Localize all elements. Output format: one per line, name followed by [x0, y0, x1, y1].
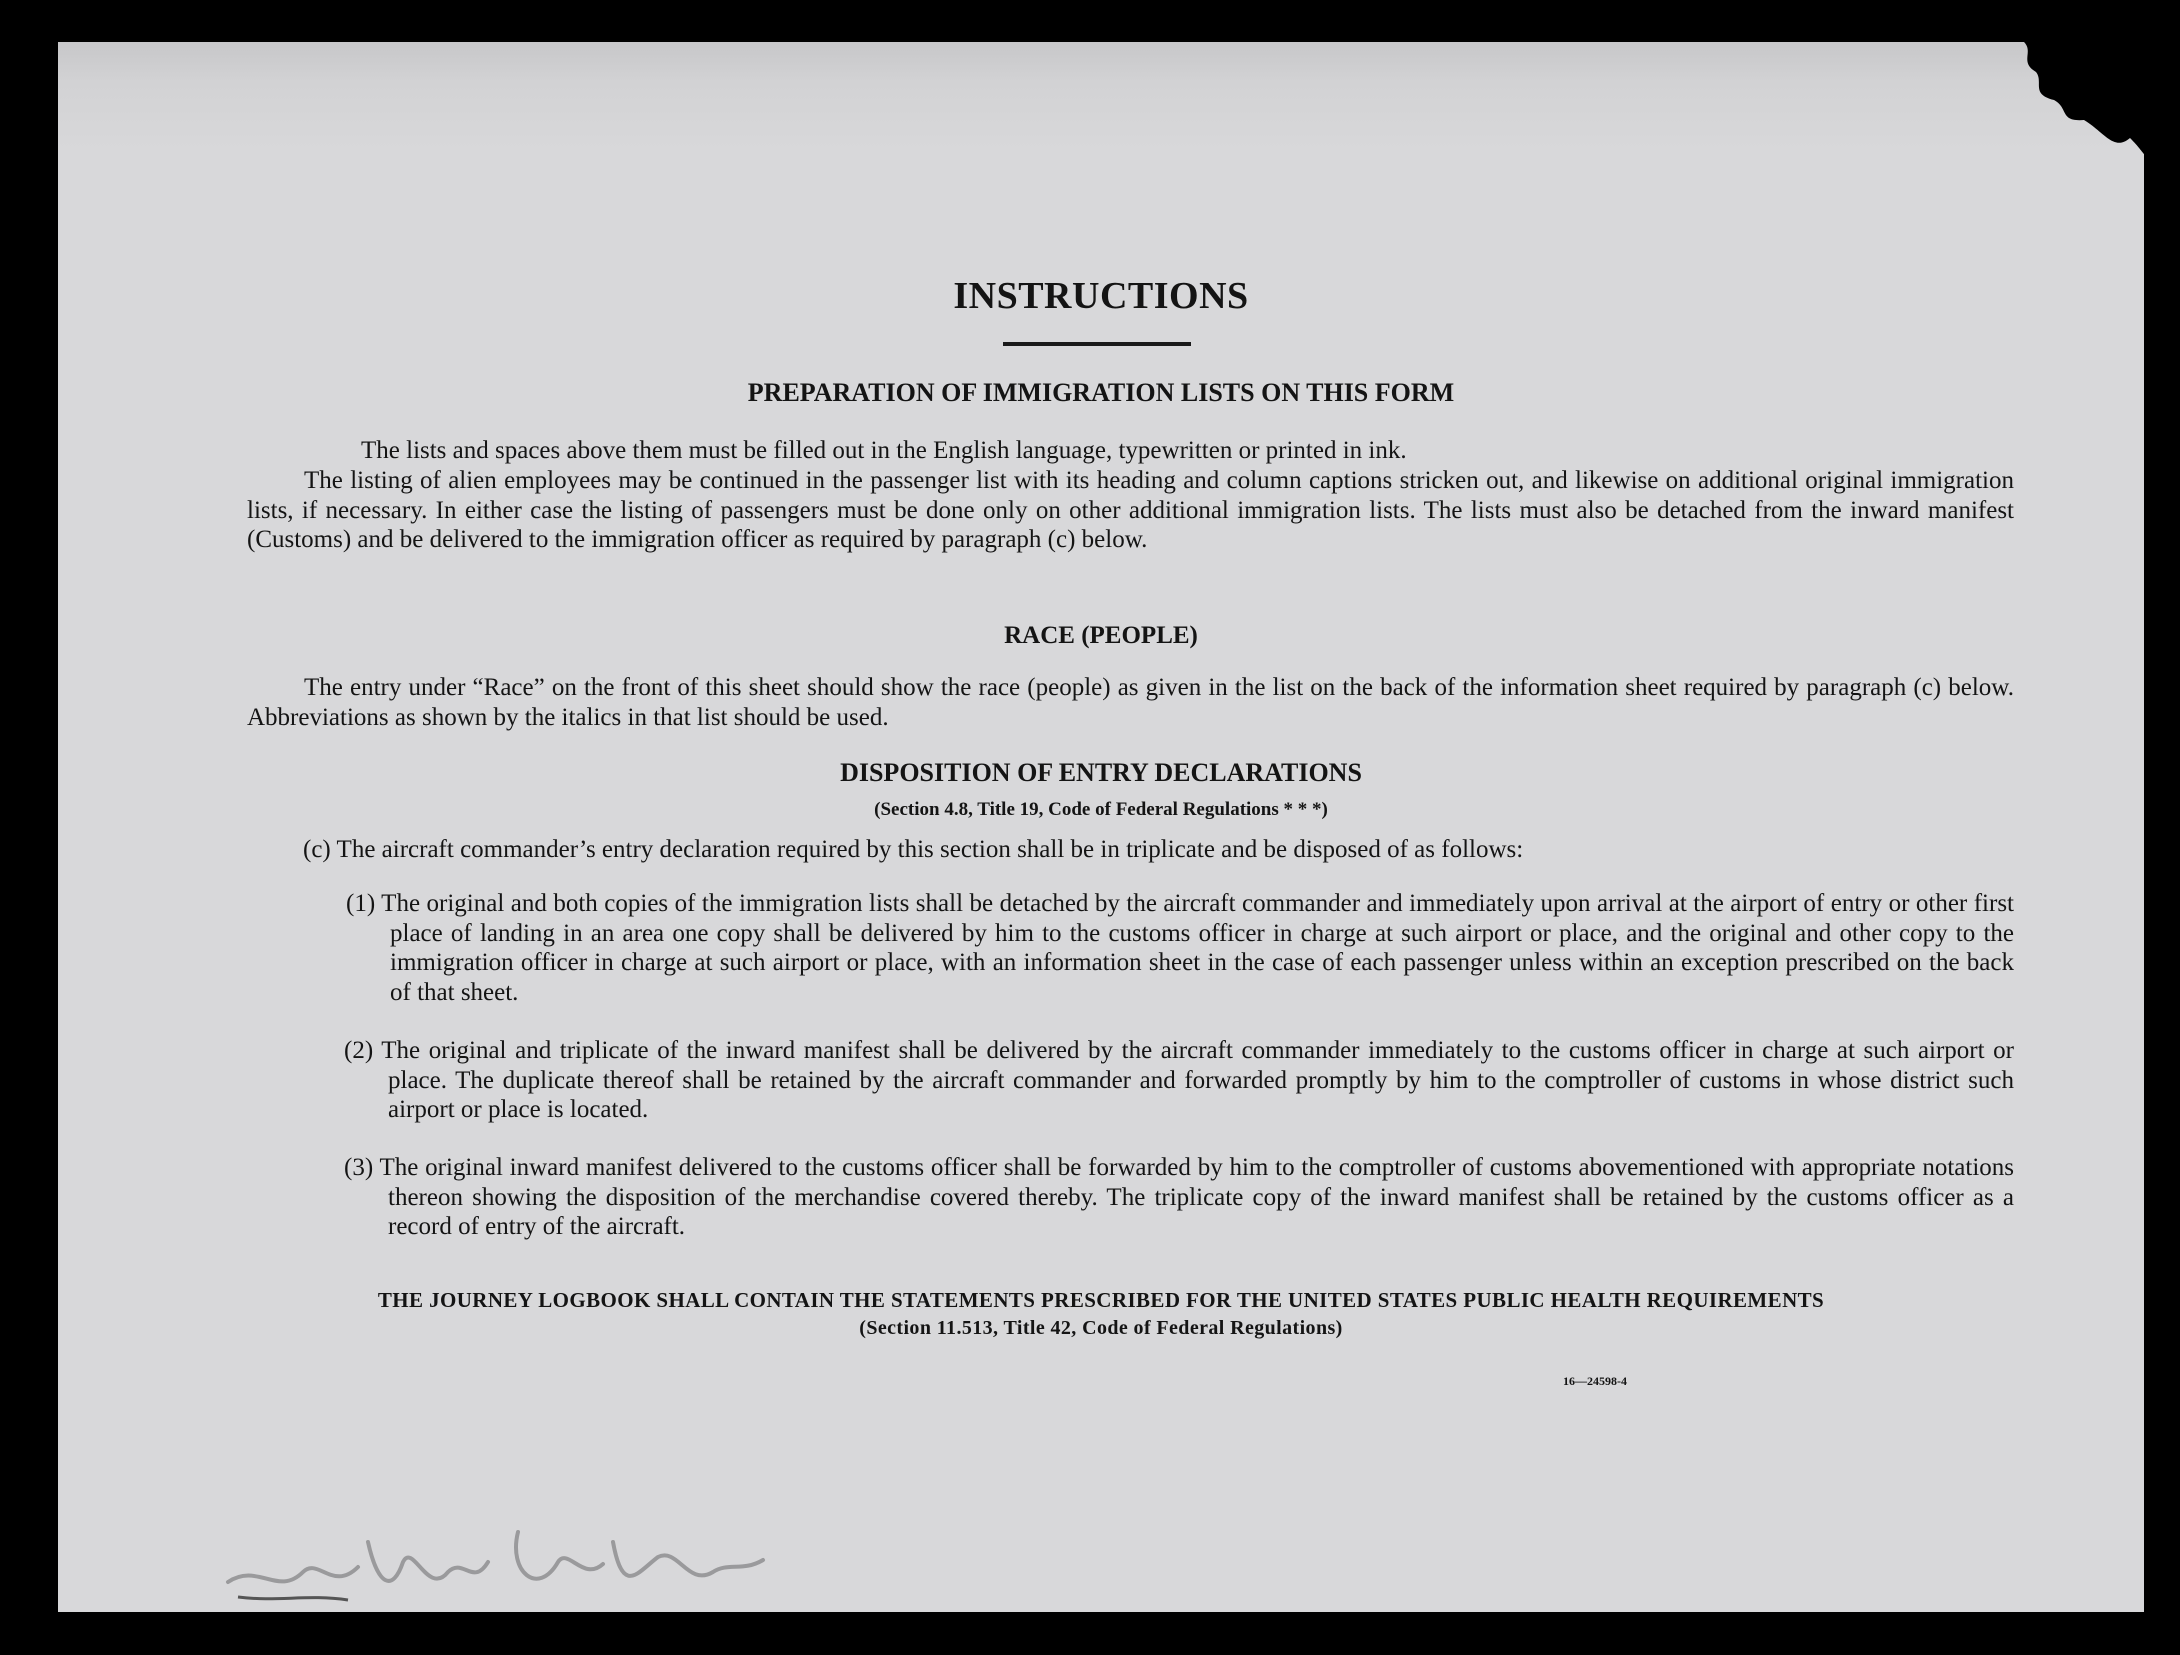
footer-citation: (Section 11.513, Title 42, Code of Federal Regulations)	[859, 1317, 1343, 1339]
handwritten-signature	[218, 1502, 778, 1612]
paragraph-alien-employees: The listing of alien employees may be continued in the passenger list with its heading and column captions stricken out, and likewise on additional original immigration lists, if necessary. In either case the listing of passengers must be done only on other additional immigration lists. The lists must also be detached from the inward manifest (Customs) and be delivered to the immigration officer as required by paragraph (c) below.	[247, 467, 2014, 553]
page-title: INSTRUCTIONS	[953, 275, 1249, 317]
footer-logbook-statement: THE JOURNEY LOGBOOK SHALL CONTAIN THE STATEMENTS PRESCRIBED FOR THE UNITED STATES PUBLIC HEALTH REQUIREMENTS	[377, 1288, 1825, 1312]
section-heading-race: RACE (PEOPLE)	[1004, 622, 1198, 649]
scanned-document-page	[58, 42, 2144, 1612]
paragraph-c-intro: (c) The aircraft commander’s entry declaration required by this section shall be in triplicate and be disposed of as follows:	[303, 836, 1524, 863]
section-heading-disposition: DISPOSITION OF ENTRY DECLARATIONS	[840, 758, 1362, 787]
form-number: 16—24598-4	[1563, 1374, 1627, 1388]
scan-shading	[58, 42, 2144, 192]
list-item-3: (3) The original inward manifest delivered to the customs officer shall be forwarded by him to the comptroller of customs abovementioned with appropriate notations thereon showing the disposition of the merchandise covered thereby. The triplicate copy of the inward manifest shall be retained by the customs officer as a record of entry of the aircraft.	[344, 1154, 2014, 1240]
paragraph-language: The lists and spaces above them must be filled out in the English language, typewritten or printed in ink.	[361, 437, 1407, 464]
citation-title-19: (Section 4.8, Title 19, Code of Federal Regulations * * *)	[874, 799, 1328, 820]
title-underline	[1003, 342, 1191, 346]
paragraph-race: The entry under “Race” on the front of this sheet should show the race (people) as given in the list on the back of the information sheet required by paragraph (c) below. Abbreviations as shown by the italics in that list should be used.	[247, 674, 2014, 731]
list-item-1: (1) The original and both copies of the immigration lists shall be detached by the aircraft commander and immediately upon arrival at the airport of entry or other first place of landing in an area one copy shall be delivered by him to the customs officer in charge at such airport or place, and the original and other copy to the immigration officer in charge at such airport or place, with an information sheet in the case of each passenger unless within an exception prescribed on the back of that sheet.	[346, 890, 2014, 1006]
list-item-2: (2) The original and triplicate of the inward manifest shall be delivered by the aircraft commander immediately to the customs officer in charge at such airport or place. The duplicate thereof shall be retained by the aircraft commander and forwarded promptly by him to the comptroller of customs in whose district such airport or place is located.	[344, 1037, 2014, 1123]
section-heading-preparation: PREPARATION OF IMMIGRATION LISTS ON THIS FORM	[747, 378, 1455, 407]
torn-corner	[1964, 42, 2144, 162]
